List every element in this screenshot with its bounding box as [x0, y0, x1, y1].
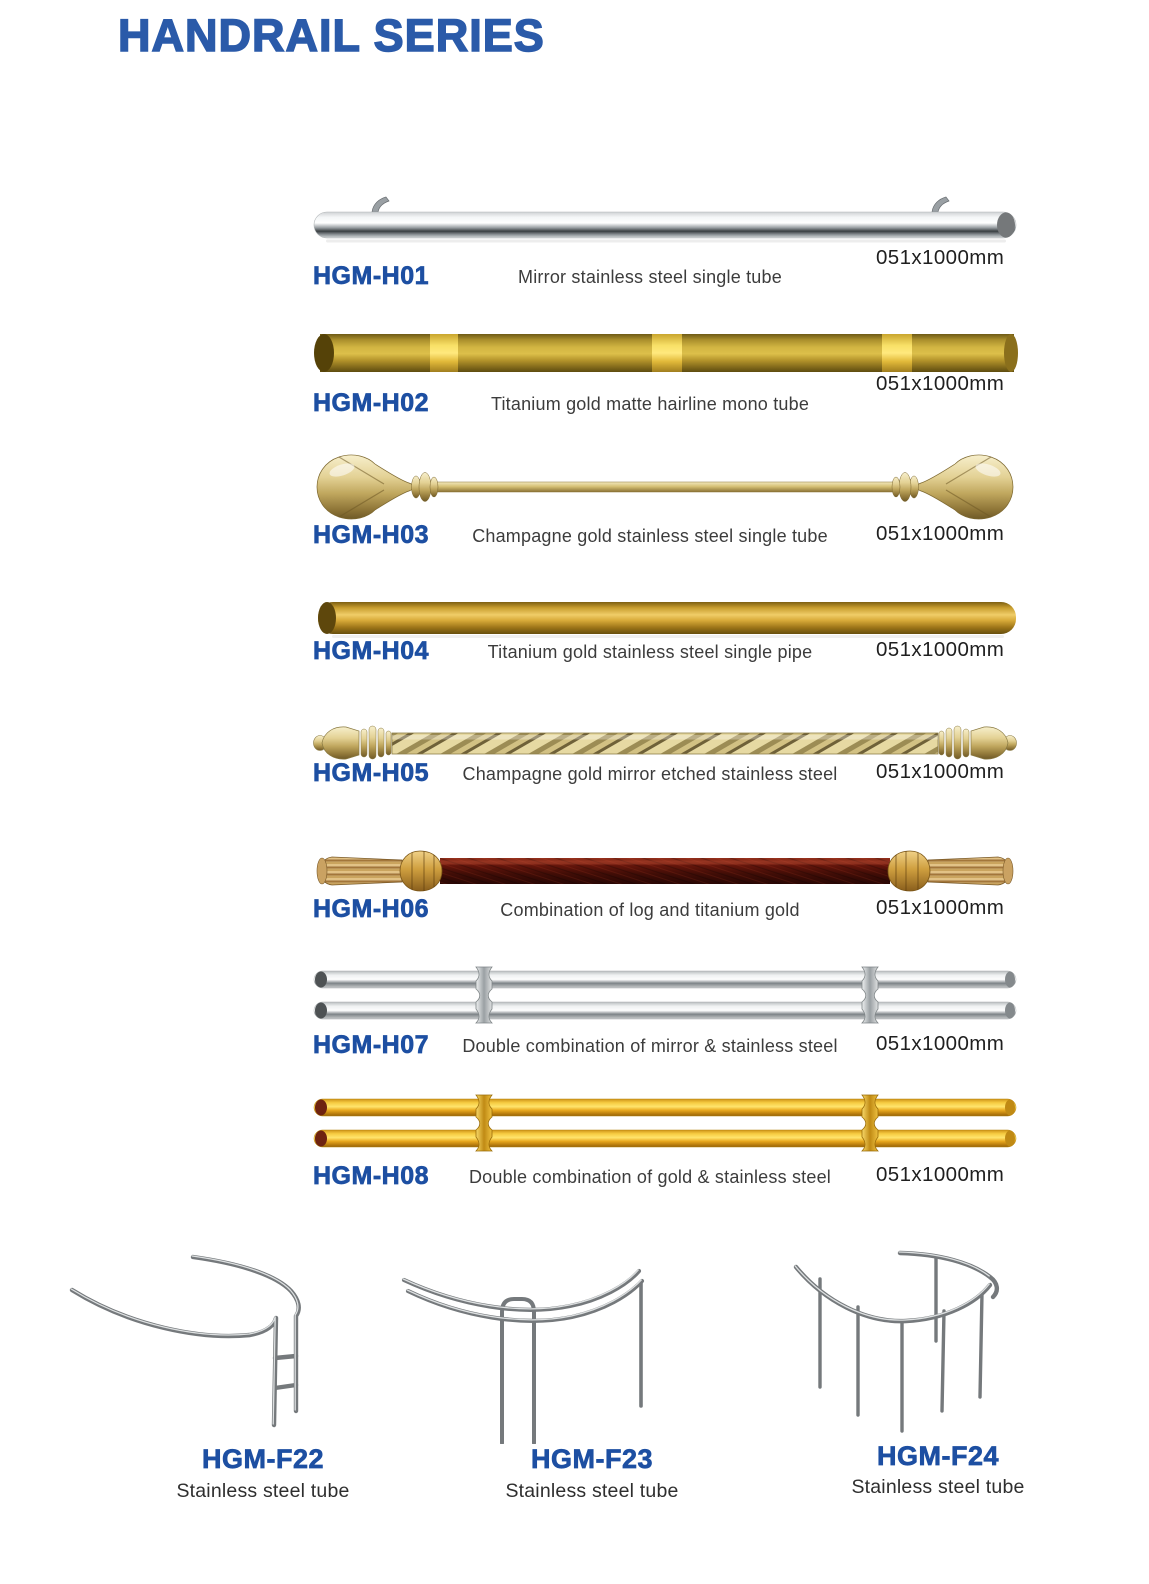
fitting-description: Stainless steel tube: [851, 1476, 1025, 1498]
product-description: Mirror stainless steel single tube: [518, 267, 782, 287]
product-description: Champagne gold mirror etched stainless steel: [462, 764, 838, 784]
product-code: HGM-H03: [313, 521, 430, 549]
product-code: HGM-H01: [313, 262, 430, 290]
double-gold-tube-image: [312, 1094, 1018, 1152]
fitting-code: HGM-F24: [876, 1441, 999, 1471]
product-size: 051x1000mm: [876, 522, 1005, 545]
product-size: 051x1000mm: [876, 760, 1005, 783]
gold-banded-tube-image: [312, 330, 1018, 376]
product-description: Combination of log and titanium gold: [500, 900, 800, 920]
gold-plain-pipe-image: [312, 596, 1018, 640]
product-code: HGM-H06: [313, 895, 430, 923]
double-silver-tube-image: [312, 966, 1018, 1024]
mirror-single-tube-image: [312, 194, 1018, 244]
product-code: HGM-H08: [313, 1162, 430, 1190]
product-code: HGM-H07: [313, 1031, 430, 1059]
product-size: 051x1000mm: [876, 1032, 1005, 1055]
fitting-description: Stainless steel tube: [505, 1480, 679, 1502]
product-size: 051x1000mm: [876, 372, 1005, 395]
fitting-description: Stainless steel tube: [176, 1480, 350, 1502]
curved-handrail-post-drawing: [398, 1246, 660, 1444]
product-size: 051x1000mm: [876, 638, 1005, 661]
fitting-code: HGM-F23: [530, 1444, 653, 1474]
product-description: Titanium gold stainless steel single pipe: [487, 642, 813, 662]
corner-handrail-drawing: [58, 1243, 330, 1439]
u-shaped-handrail-drawing: [788, 1241, 1024, 1433]
product-code: HGM-H05: [313, 759, 430, 787]
product-description: Champagne gold stainless steel single tube: [472, 526, 828, 546]
page-title: HANDRAIL SERIES: [118, 10, 545, 61]
product-description: Double combination of mirror & stainless steel: [462, 1036, 838, 1056]
fitting-code: HGM-F22: [201, 1444, 324, 1474]
product-code: HGM-H02: [313, 389, 430, 417]
product-description: Double combination of gold & stainless steel: [468, 1167, 831, 1187]
product-description: Titanium gold matte hairline mono tube: [490, 394, 810, 414]
product-code: HGM-H04: [313, 637, 430, 665]
product-size: 051x1000mm: [876, 896, 1005, 919]
product-size: 051x1000mm: [876, 246, 1005, 269]
log-and-gold-tube-image: [312, 843, 1018, 899]
product-size: 051x1000mm: [876, 1163, 1005, 1186]
champagne-finial-tube-image: [312, 449, 1018, 525]
